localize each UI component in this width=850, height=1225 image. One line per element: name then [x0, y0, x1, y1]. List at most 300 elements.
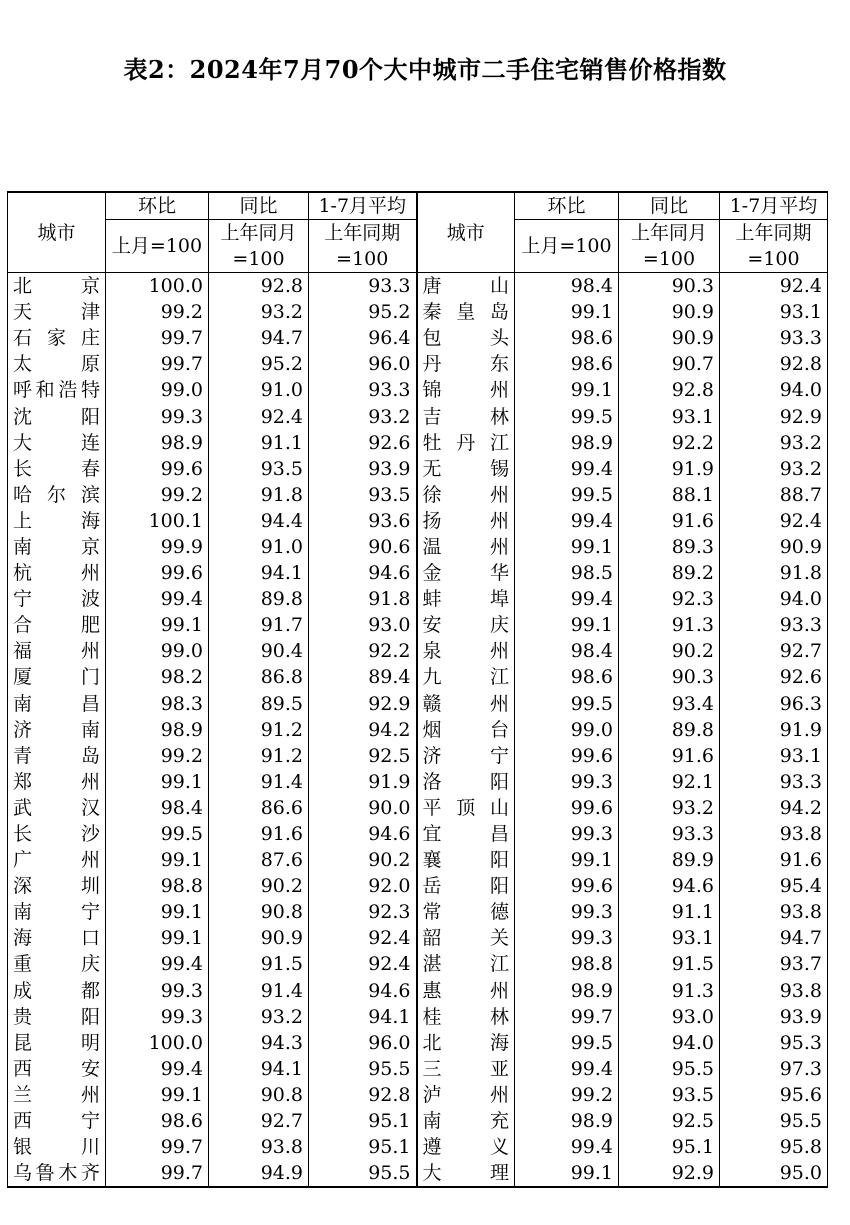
index-avg-left: 94.1: [309, 1004, 417, 1030]
index-avg-left: 93.9: [309, 456, 417, 482]
index-mom-left: 99.2: [106, 482, 209, 508]
index-avg-left: 89.4: [309, 664, 417, 690]
index-avg-right: 93.2: [720, 456, 828, 482]
city-name-left: 大 连: [8, 430, 106, 456]
index-mom-left: 99.1: [106, 925, 209, 951]
index-avg-right: 93.3: [720, 769, 828, 795]
index-mom-left: 99.3: [106, 978, 209, 1004]
city-name-left: 银 川: [8, 1134, 106, 1160]
table-row: [8, 560, 828, 586]
index-yoy-left: 90.8: [209, 1082, 309, 1108]
table-row: [8, 691, 828, 717]
table-row: [8, 403, 828, 429]
index-avg-right: 93.1: [720, 299, 828, 325]
index-avg-left: 96.4: [309, 325, 417, 351]
index-avg-right: 92.7: [720, 638, 828, 664]
index-avg-right: 93.8: [720, 899, 828, 925]
index-yoy-left: 92.7: [209, 1108, 309, 1134]
city-name-right: 蚌 埠: [417, 586, 515, 612]
city-name-right: 湛 江: [417, 951, 515, 977]
city-name-left: 南 昌: [8, 691, 106, 717]
index-yoy-left: 90.9: [209, 925, 309, 951]
index-yoy-right: 93.4: [619, 691, 720, 717]
table-row: [8, 377, 828, 403]
index-mom-left: 98.3: [106, 691, 209, 717]
index-avg-left: 95.1: [309, 1134, 417, 1160]
header-mom-right: 环比: [515, 192, 619, 220]
index-avg-left: 94.6: [309, 978, 417, 1004]
index-avg-left: 91.9: [309, 769, 417, 795]
city-name-right: 岳 阳: [417, 873, 515, 899]
city-name-right: 吉 林: [417, 403, 515, 429]
index-yoy-right: 93.2: [619, 795, 720, 821]
index-mom-left: 99.2: [106, 299, 209, 325]
city-name-right: 温 州: [417, 534, 515, 560]
index-avg-left: 92.2: [309, 638, 417, 664]
index-avg-left: 90.2: [309, 847, 417, 873]
table-row: [8, 273, 828, 300]
city-name-left: 济 南: [8, 717, 106, 743]
index-yoy-right: 90.3: [619, 273, 720, 300]
index-yoy-left: 91.1: [209, 430, 309, 456]
index-yoy-left: 94.1: [209, 560, 309, 586]
city-name-right: 桂 林: [417, 1004, 515, 1030]
table-row: [8, 430, 828, 456]
document-title: 表2：2024年7月70个大中城市二手住宅销售价格指数: [123, 55, 727, 84]
city-name-right: 三 亚: [417, 1056, 515, 1082]
index-avg-left: 94.2: [309, 717, 417, 743]
city-name-left: 呼和浩特: [8, 377, 106, 403]
city-name-right: 南 充: [417, 1108, 515, 1134]
index-avg-left: 92.4: [309, 925, 417, 951]
index-avg-right: 95.0: [720, 1160, 828, 1187]
header-avg-base2-right: =100: [720, 246, 828, 273]
city-name-left: 宁 波: [8, 586, 106, 612]
index-mom-right: 99.1: [515, 534, 619, 560]
index-mom-right: 98.9: [515, 1108, 619, 1134]
city-name-right: 无 锡: [417, 456, 515, 482]
index-avg-right: 93.3: [720, 325, 828, 351]
index-yoy-right: 89.9: [619, 847, 720, 873]
city-name-left: 杭 州: [8, 560, 106, 586]
index-yoy-left: 87.6: [209, 847, 309, 873]
index-mom-left: 99.7: [106, 1134, 209, 1160]
city-name-left: 哈 尔 滨: [8, 482, 106, 508]
index-avg-right: 94.0: [720, 586, 828, 612]
index-avg-left: 92.9: [309, 691, 417, 717]
index-avg-left: 93.3: [309, 377, 417, 403]
index-avg-left: 93.0: [309, 612, 417, 638]
index-mom-left: 99.9: [106, 534, 209, 560]
index-mom-right: 99.3: [515, 821, 619, 847]
city-name-right: 平 顶 山: [417, 795, 515, 821]
index-yoy-right: 91.3: [619, 978, 720, 1004]
index-avg-left: 93.2: [309, 403, 417, 429]
table-row: [8, 1030, 828, 1056]
city-name-right: 洛 阳: [417, 769, 515, 795]
table-row: [8, 351, 828, 377]
index-avg-right: 97.3: [720, 1056, 828, 1082]
index-yoy-right: 92.9: [619, 1160, 720, 1187]
index-yoy-right: 89.2: [619, 560, 720, 586]
city-name-right: 北 海: [417, 1030, 515, 1056]
index-yoy-right: 95.5: [619, 1056, 720, 1082]
index-yoy-left: 90.4: [209, 638, 309, 664]
table-row: [8, 743, 828, 769]
index-yoy-left: 93.2: [209, 1004, 309, 1030]
index-avg-right: 95.5: [720, 1108, 828, 1134]
index-mom-right: 99.5: [515, 403, 619, 429]
city-name-right: 大 理: [417, 1160, 515, 1187]
table-body: [8, 273, 828, 1188]
index-avg-right: 95.8: [720, 1134, 828, 1160]
index-avg-left: 92.4: [309, 951, 417, 977]
index-mom-left: 99.1: [106, 1082, 209, 1108]
city-name-right: 韶 关: [417, 925, 515, 951]
index-mom-left: 100.0: [106, 1030, 209, 1056]
city-name-right: 徐 州: [417, 482, 515, 508]
index-yoy-right: 90.9: [619, 325, 720, 351]
index-mom-right: 99.0: [515, 717, 619, 743]
index-mom-right: 99.4: [515, 508, 619, 534]
index-mom-left: 98.8: [106, 873, 209, 899]
header-yoy-base2-right: =100: [619, 246, 720, 273]
header-mom-base-left: 上月=100: [106, 220, 209, 273]
index-mom-right: 99.6: [515, 743, 619, 769]
city-name-left: 天 津: [8, 299, 106, 325]
city-name-left: 成 都: [8, 978, 106, 1004]
index-yoy-left: 89.8: [209, 586, 309, 612]
index-yoy-right: 89.3: [619, 534, 720, 560]
index-yoy-right: 88.1: [619, 482, 720, 508]
city-name-left: 青 岛: [8, 743, 106, 769]
index-yoy-right: 92.1: [619, 769, 720, 795]
index-mom-left: 99.2: [106, 743, 209, 769]
index-mom-left: 99.7: [106, 1160, 209, 1187]
index-avg-left: 91.8: [309, 586, 417, 612]
table-row: [8, 299, 828, 325]
index-yoy-right: 92.3: [619, 586, 720, 612]
index-avg-right: 93.3: [720, 612, 828, 638]
index-yoy-right: 91.6: [619, 743, 720, 769]
index-mom-left: 98.4: [106, 795, 209, 821]
index-mom-right: 99.6: [515, 795, 619, 821]
city-name-left: 福 州: [8, 638, 106, 664]
index-yoy-right: 92.8: [619, 377, 720, 403]
city-name-right: 唐 山: [417, 273, 515, 300]
city-name-left: 沈 阳: [8, 403, 106, 429]
index-yoy-left: 91.0: [209, 377, 309, 403]
city-name-left: 太 原: [8, 351, 106, 377]
index-yoy-right: 90.3: [619, 664, 720, 690]
header-mom-base-right: 上月=100: [515, 220, 619, 273]
index-mom-right: 98.6: [515, 325, 619, 351]
index-avg-right: 91.8: [720, 560, 828, 586]
table-row: [8, 978, 828, 1004]
index-yoy-right: 92.5: [619, 1108, 720, 1134]
index-avg-right: 90.9: [720, 534, 828, 560]
index-mom-left: 99.1: [106, 612, 209, 638]
index-yoy-left: 91.0: [209, 534, 309, 560]
index-mom-right: 98.6: [515, 664, 619, 690]
index-avg-left: 95.5: [309, 1056, 417, 1082]
city-name-right: 九 江: [417, 664, 515, 690]
index-mom-right: 98.4: [515, 638, 619, 664]
header-yoy-base-right: 上年同月: [619, 220, 720, 247]
index-yoy-left: 91.6: [209, 821, 309, 847]
index-yoy-left: 92.4: [209, 403, 309, 429]
index-yoy-right: 90.7: [619, 351, 720, 377]
index-avg-left: 90.0: [309, 795, 417, 821]
index-avg-left: 92.3: [309, 899, 417, 925]
city-name-right: 丹 东: [417, 351, 515, 377]
index-yoy-left: 94.3: [209, 1030, 309, 1056]
index-yoy-right: 93.0: [619, 1004, 720, 1030]
index-avg-right: 93.8: [720, 821, 828, 847]
index-mom-right: 99.5: [515, 482, 619, 508]
city-name-right: 宜 昌: [417, 821, 515, 847]
index-yoy-right: 91.5: [619, 951, 720, 977]
index-avg-right: 95.4: [720, 873, 828, 899]
city-name-right: 襄 阳: [417, 847, 515, 873]
index-yoy-left: 90.2: [209, 873, 309, 899]
header-row-1: [8, 192, 828, 220]
index-yoy-right: 91.6: [619, 508, 720, 534]
city-name-left: 海 口: [8, 925, 106, 951]
index-avg-left: 94.6: [309, 821, 417, 847]
index-avg-right: 92.6: [720, 664, 828, 690]
index-yoy-left: 91.2: [209, 743, 309, 769]
index-avg-left: 94.6: [309, 560, 417, 586]
table-row: [8, 586, 828, 612]
city-name-right: 包 头: [417, 325, 515, 351]
city-name-right: 安 庆: [417, 612, 515, 638]
header-mom-left: 环比: [106, 192, 209, 220]
index-yoy-right: 94.6: [619, 873, 720, 899]
index-mom-left: 99.4: [106, 951, 209, 977]
index-avg-right: 96.3: [720, 691, 828, 717]
city-name-right: 济 宁: [417, 743, 515, 769]
index-avg-right: 92.4: [720, 508, 828, 534]
index-avg-left: 95.5: [309, 1160, 417, 1187]
index-avg-left: 93.5: [309, 482, 417, 508]
index-avg-left: 92.6: [309, 430, 417, 456]
header-avg-right: 1-7月平均: [720, 192, 828, 220]
city-name-right: 泉 州: [417, 638, 515, 664]
table-row: [8, 612, 828, 638]
index-yoy-right: 93.3: [619, 821, 720, 847]
index-yoy-left: 92.8: [209, 273, 309, 300]
index-yoy-left: 91.5: [209, 951, 309, 977]
city-name-left: 长 春: [8, 456, 106, 482]
city-name-left: 上 海: [8, 508, 106, 534]
index-mom-right: 99.4: [515, 586, 619, 612]
table-row: [8, 899, 828, 925]
header-avg-left: 1-7月平均: [309, 192, 417, 220]
city-name-left: 南 京: [8, 534, 106, 560]
city-name-right: 遵 义: [417, 1134, 515, 1160]
index-yoy-left: 90.8: [209, 899, 309, 925]
index-mom-right: 99.1: [515, 847, 619, 873]
city-name-left: 兰 州: [8, 1082, 106, 1108]
index-yoy-left: 93.8: [209, 1134, 309, 1160]
table-row: [8, 638, 828, 664]
index-avg-right: 95.3: [720, 1030, 828, 1056]
city-name-right: 烟 台: [417, 717, 515, 743]
index-avg-left: 92.8: [309, 1082, 417, 1108]
city-name-right: 牡 丹 江: [417, 430, 515, 456]
index-yoy-left: 91.4: [209, 769, 309, 795]
index-avg-left: 95.1: [309, 1108, 417, 1134]
index-mom-right: 98.4: [515, 273, 619, 300]
index-mom-left: 99.0: [106, 377, 209, 403]
table-row: [8, 769, 828, 795]
index-yoy-left: 91.8: [209, 482, 309, 508]
city-name-right: 惠 州: [417, 978, 515, 1004]
city-name-left: 郑 州: [8, 769, 106, 795]
index-mom-right: 99.3: [515, 899, 619, 925]
table-row: [8, 925, 828, 951]
index-mom-left: 99.5: [106, 821, 209, 847]
city-name-left: 武 汉: [8, 795, 106, 821]
price-index-table: [7, 191, 828, 1188]
index-mom-left: 99.7: [106, 325, 209, 351]
index-avg-left: 92.5: [309, 743, 417, 769]
table-row: [8, 325, 828, 351]
city-name-right: 常 德: [417, 899, 515, 925]
index-avg-left: 93.3: [309, 273, 417, 300]
table-row: [8, 847, 828, 873]
index-yoy-right: 90.9: [619, 299, 720, 325]
header-city-left: 城市: [8, 192, 106, 273]
table-row: [8, 1160, 828, 1187]
index-mom-left: 100.0: [106, 273, 209, 300]
index-yoy-right: 93.5: [619, 1082, 720, 1108]
index-mom-right: 99.6: [515, 873, 619, 899]
index-yoy-right: 92.2: [619, 430, 720, 456]
index-mom-left: 98.2: [106, 664, 209, 690]
index-mom-right: 99.3: [515, 925, 619, 951]
index-mom-right: 99.5: [515, 1030, 619, 1056]
index-mom-right: 99.4: [515, 1056, 619, 1082]
index-mom-left: 98.9: [106, 430, 209, 456]
index-mom-left: 99.6: [106, 456, 209, 482]
index-mom-left: 99.6: [106, 560, 209, 586]
index-mom-right: 99.4: [515, 1134, 619, 1160]
table-row: [8, 456, 828, 482]
index-yoy-right: 91.3: [619, 612, 720, 638]
index-mom-left: 99.1: [106, 899, 209, 925]
header-avg-base-right: 上年同期: [720, 220, 828, 247]
header-yoy-left: 同比: [209, 192, 309, 220]
index-mom-right: 98.9: [515, 978, 619, 1004]
index-mom-right: 99.1: [515, 1160, 619, 1187]
index-yoy-right: 93.1: [619, 403, 720, 429]
table-row: [8, 717, 828, 743]
index-mom-left: 99.3: [106, 403, 209, 429]
city-name-left: 广 州: [8, 847, 106, 873]
city-name-left: 乌鲁木齐: [8, 1160, 106, 1187]
index-yoy-left: 91.4: [209, 978, 309, 1004]
city-name-left: 厦 门: [8, 664, 106, 690]
index-mom-left: 99.7: [106, 351, 209, 377]
index-yoy-left: 94.7: [209, 325, 309, 351]
index-mom-right: 98.6: [515, 351, 619, 377]
table-row: [8, 821, 828, 847]
index-yoy-left: 91.7: [209, 612, 309, 638]
index-mom-left: 98.9: [106, 717, 209, 743]
table-row: [8, 482, 828, 508]
index-mom-right: 99.2: [515, 1082, 619, 1108]
index-avg-left: 90.6: [309, 534, 417, 560]
city-name-left: 长 沙: [8, 821, 106, 847]
table-row: [8, 534, 828, 560]
index-mom-right: 98.9: [515, 430, 619, 456]
index-yoy-left: 93.5: [209, 456, 309, 482]
table-row: [8, 795, 828, 821]
index-avg-right: 94.7: [720, 925, 828, 951]
index-yoy-left: 93.2: [209, 299, 309, 325]
city-name-left: 南 宁: [8, 899, 106, 925]
index-avg-right: 88.7: [720, 482, 828, 508]
index-mom-right: 99.3: [515, 769, 619, 795]
table-row: [8, 873, 828, 899]
index-avg-right: 92.8: [720, 351, 828, 377]
city-name-right: 金 华: [417, 560, 515, 586]
index-mom-right: 99.4: [515, 456, 619, 482]
index-yoy-left: 95.2: [209, 351, 309, 377]
index-mom-right: 98.5: [515, 560, 619, 586]
index-yoy-right: 89.8: [619, 717, 720, 743]
index-mom-right: 98.8: [515, 951, 619, 977]
city-name-right: 赣 州: [417, 691, 515, 717]
index-yoy-right: 91.1: [619, 899, 720, 925]
index-yoy-right: 93.1: [619, 925, 720, 951]
index-mom-right: 99.5: [515, 691, 619, 717]
index-yoy-left: 94.9: [209, 1160, 309, 1187]
index-yoy-left: 91.2: [209, 717, 309, 743]
index-yoy-left: 94.1: [209, 1056, 309, 1082]
city-name-left: 合 肥: [8, 612, 106, 638]
index-mom-left: 99.1: [106, 769, 209, 795]
index-avg-right: 91.6: [720, 847, 828, 873]
index-yoy-right: 94.0: [619, 1030, 720, 1056]
index-avg-right: 92.9: [720, 403, 828, 429]
city-name-left: 石 家 庄: [8, 325, 106, 351]
table-row: [8, 508, 828, 534]
index-avg-left: 95.2: [309, 299, 417, 325]
city-name-right: 秦 皇 岛: [417, 299, 515, 325]
header-yoy-base-left: 上年同月: [209, 220, 309, 247]
index-avg-right: 95.6: [720, 1082, 828, 1108]
city-name-right: 泸 州: [417, 1082, 515, 1108]
index-mom-right: 99.7: [515, 1004, 619, 1030]
header-avg-base2-left: =100: [309, 246, 417, 273]
index-avg-left: 92.0: [309, 873, 417, 899]
index-mom-right: 99.1: [515, 612, 619, 638]
table-row: [8, 1082, 828, 1108]
index-yoy-right: 91.9: [619, 456, 720, 482]
index-mom-left: 99.4: [106, 1056, 209, 1082]
city-name-right: 扬 州: [417, 508, 515, 534]
table-row: [8, 951, 828, 977]
index-avg-right: 94.0: [720, 377, 828, 403]
city-name-left: 昆 明: [8, 1030, 106, 1056]
header-city-right: 城市: [417, 192, 515, 273]
index-mom-left: 99.0: [106, 638, 209, 664]
index-mom-left: 98.6: [106, 1108, 209, 1134]
header-avg-base-left: 上年同期: [309, 220, 417, 247]
